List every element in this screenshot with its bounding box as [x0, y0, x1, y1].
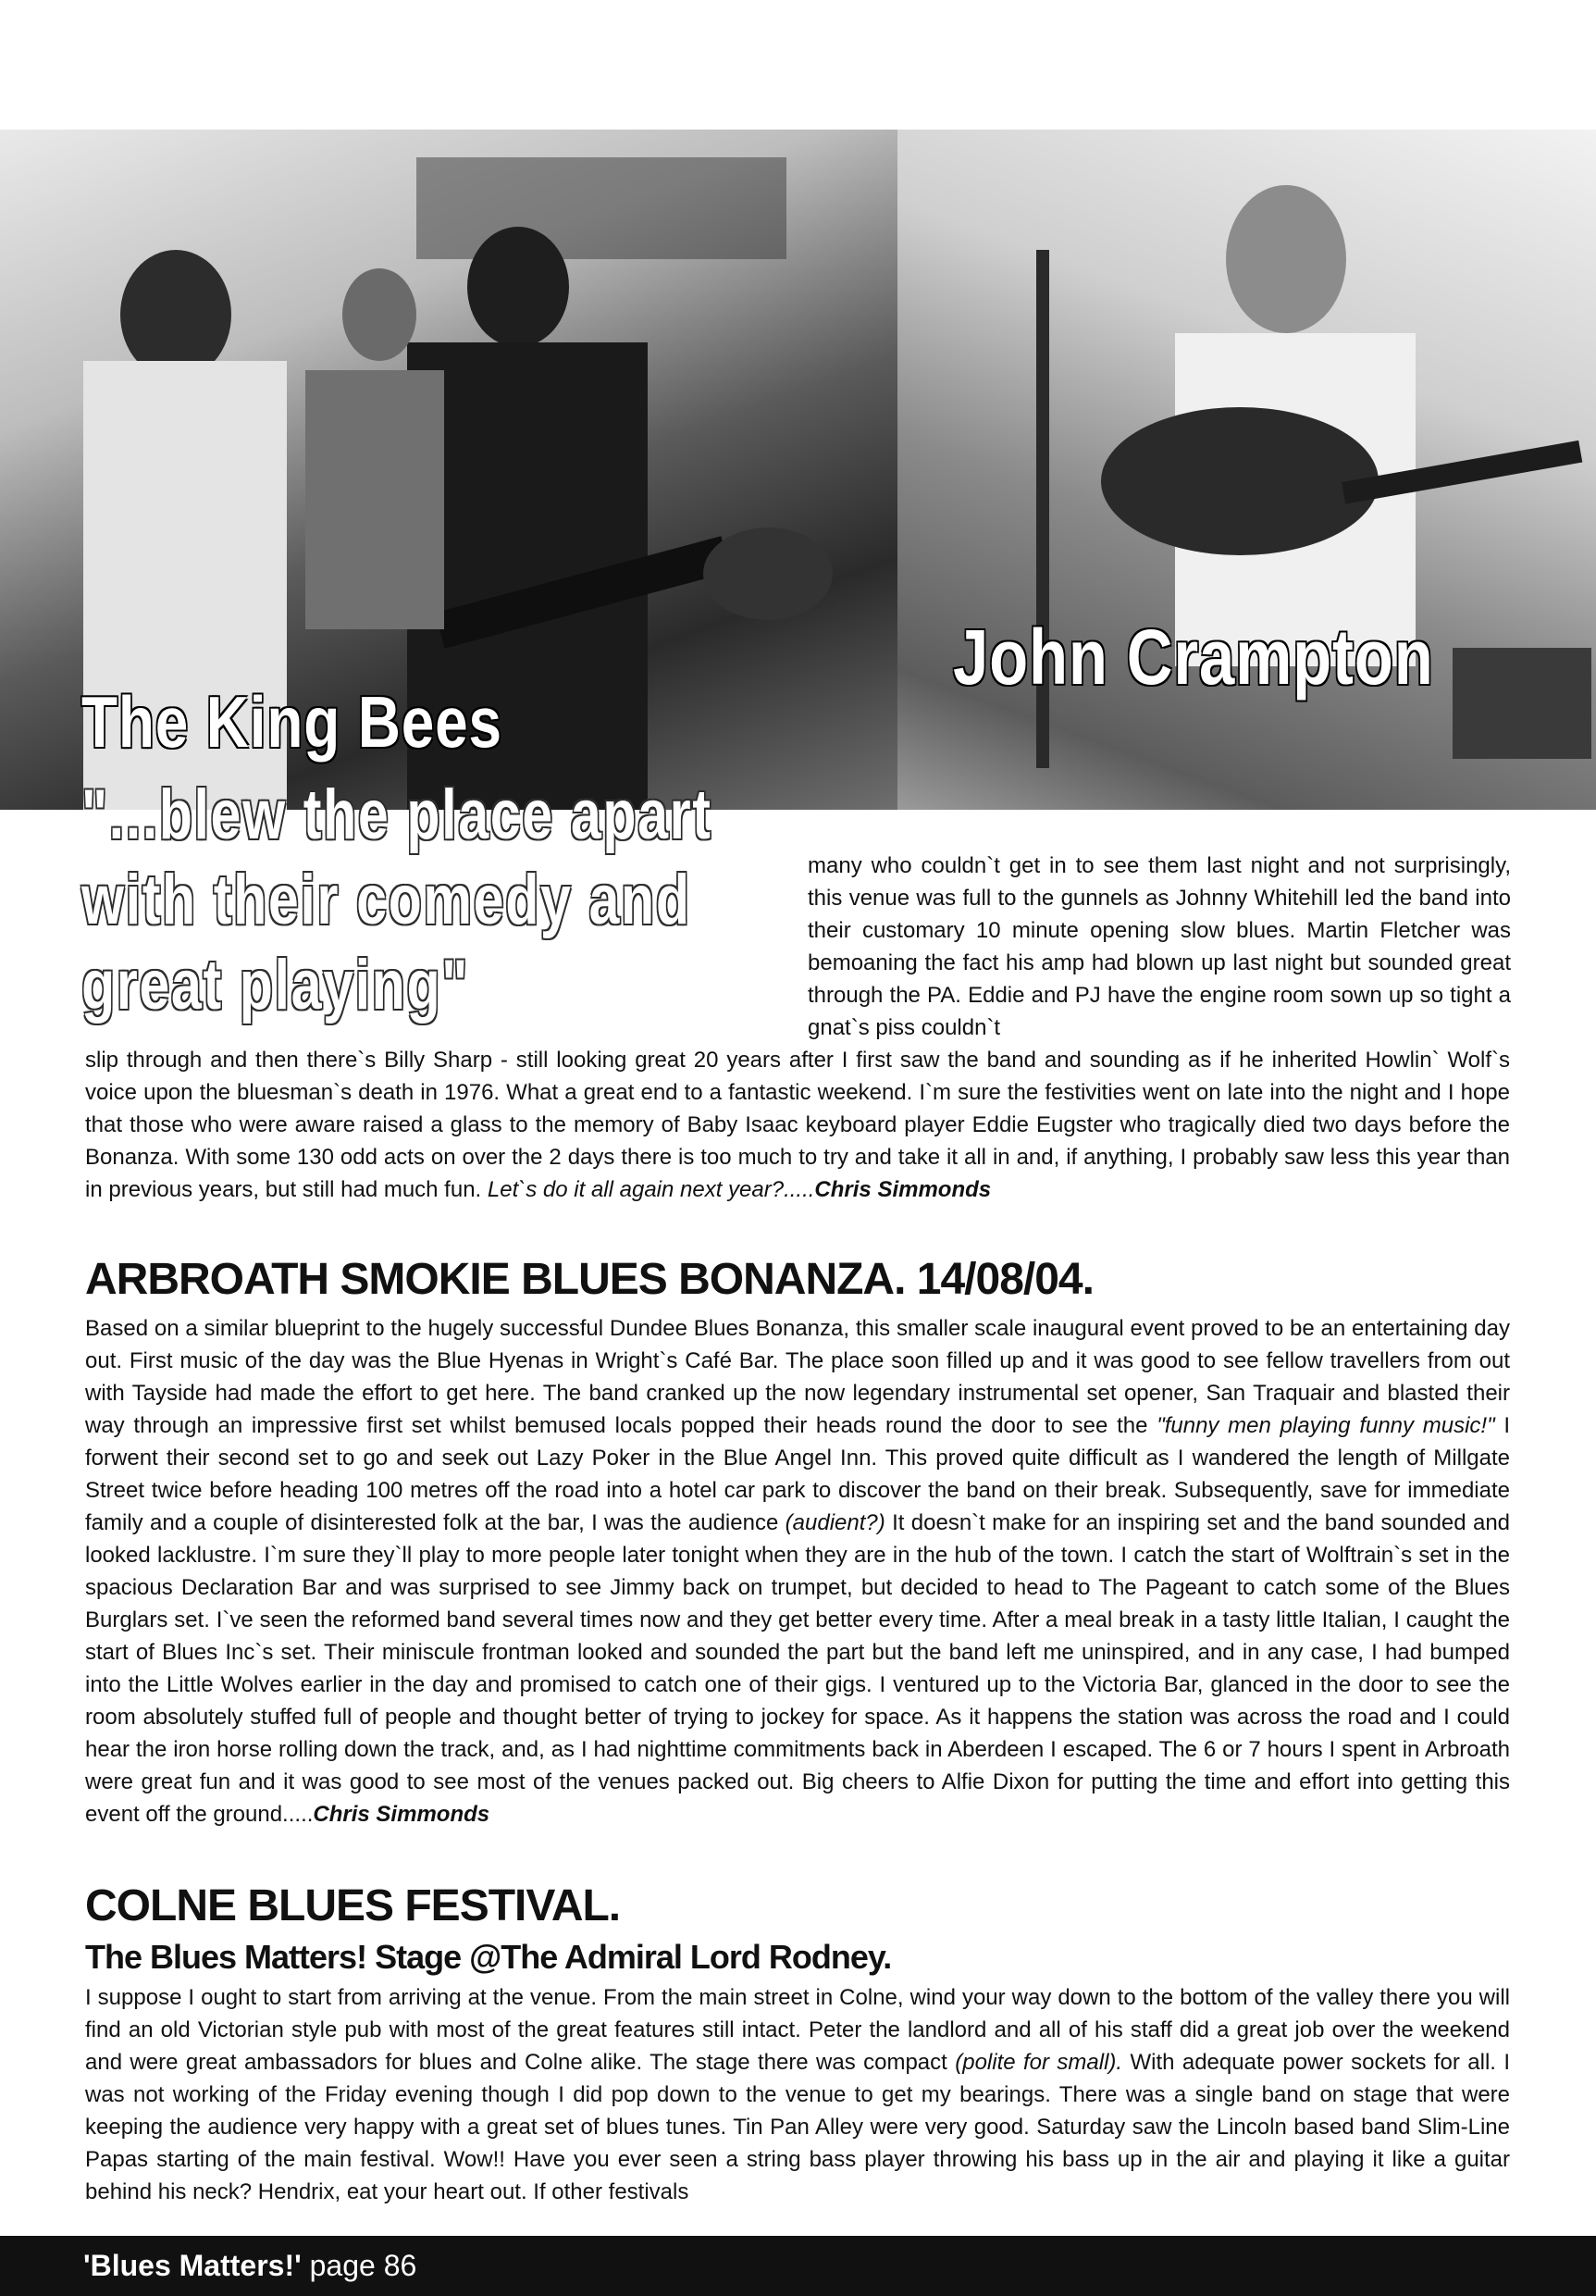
- footer-page-number: page 86: [309, 2249, 417, 2282]
- colne-text-1: I suppose I ought to start from arriving at the venue. From the main street in Colne, wind your way down to the bottom of the valley there you will find an old Victorian style pub with most of the great features still intact. Peter the landlord and all of his staff did a great job over the weekend and were great ambassadors for blues and Colne alike. The stage there was compact: [85, 1985, 1510, 2075]
- colne-subheading: The Blues Matters! Stage @The Admiral Lord Rodney.: [85, 1938, 892, 1976]
- colne-aside: (polite for small).: [955, 2050, 1123, 2075]
- arbroath-text-2: I forwent their second set to go and seek out Lazy Poker in the Blue Angel Inn. This proved quite difficult as I wandered the length of Millgate Street twice before heading 100 metres off the road into a hotel car park to discover the band on their break. Subsequently, save for immediate family and a couple of disinterested folk at the bar, I was the audience: [85, 1413, 1510, 1535]
- footer-brand: 'Blues Matters!': [83, 2249, 302, 2282]
- intro-continued-text: slip through and then there`s Billy Sharp - still looking great 20 years after I first saw the band and sounding as if he inherited Howlin` Wolf`s voice upon the bluesman`s death in 1976. What a great end to a fantastic weekend. I`m sure the festivities went on late into the night and I hope that those who were aware raised a glass to the memory of Baby Isaac keyboard player Eddie Eugster who tragically died two days before the Bonanza. With some 130 odd acts on over the 2 days there is too much to try and take it all in and, if anything, I probably saw less this year than in previous years, but still had much fun.: [85, 1048, 1510, 1202]
- intro-closing-line: Let`s do it all again next year?.....: [487, 1177, 815, 1202]
- john-crampton-photo: [897, 130, 1596, 810]
- arbroath-quote: "funny men playing funny music!": [1157, 1413, 1495, 1438]
- arbroath-heading: ARBROATH SMOKIE BLUES BONANZA. 14/08/04.: [85, 1255, 1094, 1304]
- arbroath-signature: Chris Simmonds: [313, 1802, 490, 1827]
- footer-page-label: [83, 2249, 416, 2283]
- pull-quote: "...blew the place apart with their comedy and great playing": [81, 776, 712, 1024]
- john-crampton-photo-shapes: [897, 130, 1596, 810]
- colne-heading: COLNE BLUES FESTIVAL.: [85, 1881, 621, 1930]
- intro-continued-paragraph: [85, 1044, 1510, 1206]
- arbroath-paragraph: [85, 1312, 1510, 1831]
- arbroath-text-1: Based on a similar blueprint to the hugely successful Dundee Blues Bonanza, this smaller scale inaugural event proved to be an entertaining day out. First music of the day was the Blue Hyenas in Wright`s Café Bar. The place soon filled up and it was good to see fellow travellers from out with Tayside had made the effort to get here. The band cranked up the now legendary instrumental set opener, San Traquair and blasted their way through an impressive first set whilst bemused locals popped their heads round the door to see the: [85, 1316, 1510, 1438]
- john-crampton-caption: John Crampton: [953, 614, 1434, 701]
- colne-text-2: With adequate power sockets for all. I was not working of the Friday evening though I did pop down to the venue to get my bearings. There was a single band on stage that were keeping the audience very happy with a great set of blues tunes. Tin Pan Alley were very good. Saturday saw the Lincoln based band Slim-Line Papas starting of the main festival. Wow!! Have you ever seen a string bass player throwing his bass up in the air and playing it like a guitar behind his neck? Hendrix, eat your heart out. If other festivals: [85, 2050, 1511, 2204]
- colne-paragraph: [85, 1981, 1510, 2208]
- king-bees-caption: The King Bees: [81, 681, 502, 763]
- arbroath-text-3: It doesn`t make for an inspiring set and the band sounded and looked lacklustre. I`m sure they`ll play to more people later tonight when they are in the hub of the town. I catch the start of Wolftrain`s set in the spacious Declaration Bar and was surprised to see Jimmy back on trumpet, but decided to head to The Pageant to catch some of the Blues Burglars set. I`ve seen the reformed band several times now and they get better every time. After a meal break in a tasty little Italian, I caught the start of Blues Inc`s set. Their miniscule frontman looked and sounded the part but the band left me uninspired, and in any case, I had bumped into the Little Wolves earlier in the day and promised to catch one of their gigs. I ventured up to the Victoria Bar, glanced in the door to see the room absolutely stuffed full of people and thought better of trying to jockey for space. As it happens the station was across the road and I could hear the iron horse rolling down the track, and, as I had nighttime commitments back in Aberdeen I escaped. The 6 or 7 hours I spent in Arbroath were great fun and it was good to see most of the venues packed out. Big cheers to Alfie Dixon for putting the time and effort into getting this event off the ground.....: [85, 1510, 1511, 1827]
- intro-signature: Chris Simmonds: [814, 1177, 992, 1202]
- intro-column-text: many who couldn`t get in to see them last night and not surprisingly, this venue was full to the gunnels as Johnny Whitehill led the band into their customary 10 minute opening slow blues. Martin Fletcher was bemoaning the fact his amp had blown up last night but sounded great through the PA. Eddie and PJ have the engine room sown up so tight a gnat`s piss couldn`t: [808, 853, 1511, 1040]
- arbroath-aside: (audient?): [785, 1510, 885, 1535]
